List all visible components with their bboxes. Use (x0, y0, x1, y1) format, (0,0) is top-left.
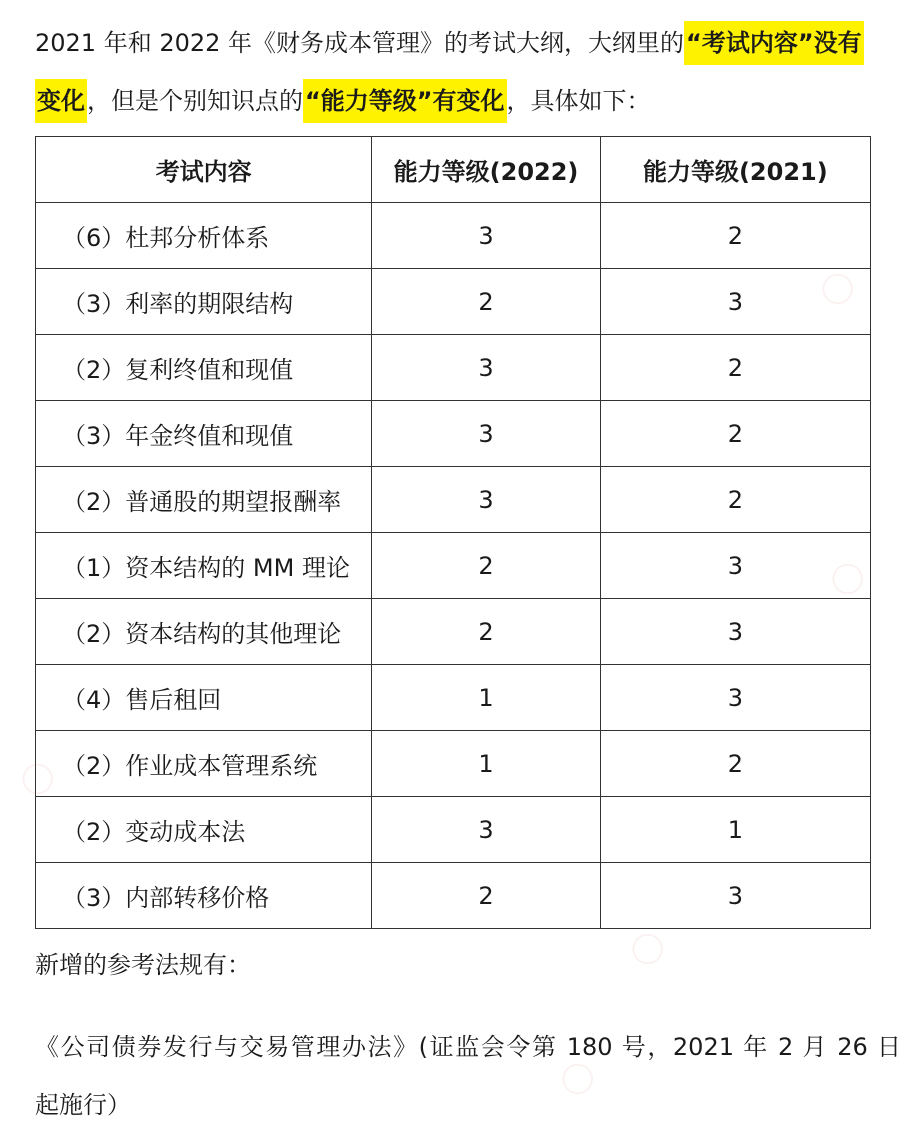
level-2021-cell: 2 (600, 335, 870, 401)
outro-section (35, 940, 901, 1134)
header-level-2021: 能力等级(2021) (600, 137, 870, 203)
table-row (36, 863, 871, 929)
level-2022-cell: 3 (372, 401, 600, 467)
regulation-line-continued: 起施行） (35, 1091, 131, 1119)
table-row (36, 599, 871, 665)
watermark-mark: ◯ (823, 553, 871, 602)
intro-line-2 (35, 72, 905, 130)
level-2021-cell: 3 (600, 599, 870, 665)
table-row (36, 797, 871, 863)
topic-cell: （2）变动成本法 (36, 797, 372, 863)
ability-level-table (35, 136, 871, 929)
topic-cell: （6）杜邦分析体系 (36, 203, 372, 269)
table-row (36, 467, 871, 533)
level-2021-cell: 2 (600, 401, 870, 467)
level-2021-cell: 3 (600, 269, 870, 335)
new-regulations-heading: 新增的参考法规有： (35, 951, 251, 979)
level-2021-cell: 3 (600, 665, 870, 731)
topic-cell: （3）内部转移价格 (36, 863, 372, 929)
header-level-2022: 能力等级(2022) (372, 137, 600, 203)
table-row (36, 665, 871, 731)
topic-cell: （2）普通股的期望报酬率 (36, 467, 372, 533)
highlight-exam-content: “考试内容”没有 (684, 21, 864, 65)
table-header-row (36, 137, 871, 203)
table-row (36, 731, 871, 797)
level-2022-cell: 2 (372, 863, 600, 929)
level-2022-cell: 3 (372, 467, 600, 533)
level-2022-cell: 1 (372, 665, 600, 731)
regulation-line: 《公司债券发行与交易管理办法》(证监会令第 180 号，2021 年 2 月 26 日 (35, 1033, 901, 1061)
intro-line-1 (35, 14, 905, 72)
level-2021-cell: 1 (600, 797, 870, 863)
watermark-mark: ◯ (553, 1053, 601, 1102)
table-row (36, 533, 871, 599)
level-2022-cell: 2 (372, 533, 600, 599)
topic-cell: （2）复利终值和现值 (36, 335, 372, 401)
level-2021-cell: 3 (600, 533, 870, 599)
table-row (36, 203, 871, 269)
intro-text: ，但是个别知识点的 (87, 87, 303, 115)
table-row (36, 401, 871, 467)
intro-text: ，具体如下： (506, 87, 651, 115)
table-row (36, 335, 871, 401)
level-2021-cell: 2 (600, 203, 870, 269)
level-2022-cell: 3 (372, 797, 600, 863)
topic-cell: （2）作业成本管理系统 (36, 731, 372, 797)
topic-cell: （3）年金终值和现值 (36, 401, 372, 467)
topic-cell: （1）资本结构的 MM 理论 (36, 533, 372, 599)
level-2022-cell: 2 (372, 599, 600, 665)
table-row (36, 269, 871, 335)
topic-cell: （4）售后租回 (36, 665, 372, 731)
level-2021-cell: 2 (600, 467, 870, 533)
watermark-mark: ◯ (623, 923, 671, 972)
header-exam-content: 考试内容 (36, 137, 372, 203)
level-2022-cell: 3 (372, 203, 600, 269)
topic-cell: （3）利率的期限结构 (36, 269, 372, 335)
level-2022-cell: 3 (372, 335, 600, 401)
topic-cell: （2）资本结构的其他理论 (36, 599, 372, 665)
level-2022-cell: 2 (372, 269, 600, 335)
intro-text: 2021 年和 2022 年《财务成本管理》的考试大纲，大纲里的 (35, 29, 685, 57)
intro-paragraph (35, 0, 905, 130)
highlight-ability-level: “能力等级”有变化 (303, 79, 507, 123)
level-2021-cell: 2 (600, 731, 870, 797)
watermark-mark: ◯ (813, 263, 861, 312)
watermark-mark: ◯ (13, 753, 61, 802)
level-2022-cell: 1 (372, 731, 600, 797)
level-2021-cell: 3 (600, 863, 870, 929)
highlight-change: 变化 (35, 79, 87, 123)
